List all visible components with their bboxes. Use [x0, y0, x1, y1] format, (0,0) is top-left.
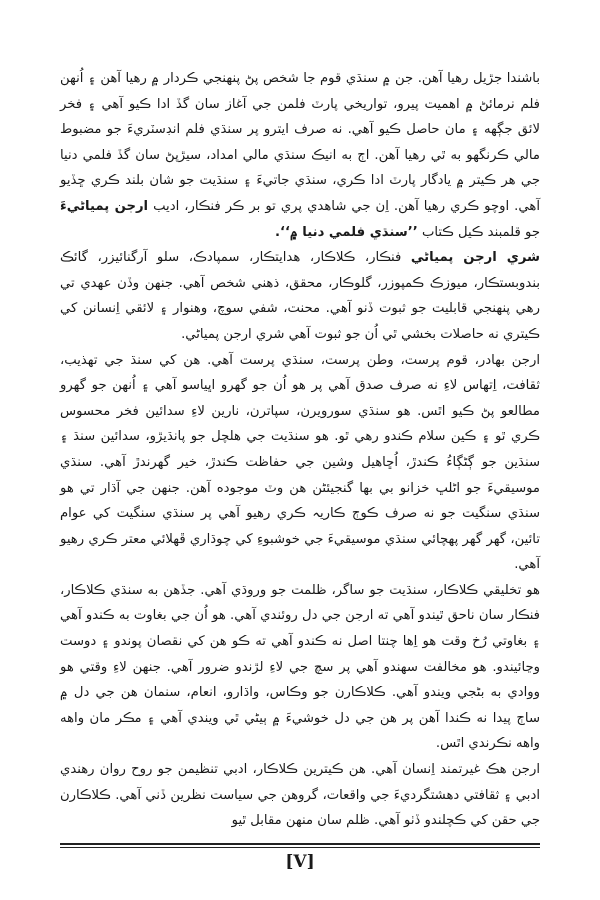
paragraph [60, 348, 540, 578]
paragraph [60, 66, 540, 245]
text-segment: فنڪار، ڪلاڪار، هدايتڪار، سمپادڪ، سلو آرگنائيزر، گائڪ بندوبستڪار، ميوزڪ ڪمپوزر، گلوڪار، محقق، ذهني شخص آهي. جنهن وڏن عهدي تي رهي پنهنجي قابليت جو ثبوت ڏنو آهي. محنت، شفي سوچ، وهنوار ۽ لائقي اِنسانن کي ڪيتري نه حاصلات بخشي ٿي اُن جو ثبوت آهي شري ارجن پمياڻي. [60, 250, 540, 342]
text-segment: جو قلمبند ڪيل ڪتاب [417, 224, 540, 240]
footer-rule-thin [60, 847, 540, 848]
paragraph [60, 245, 540, 347]
text-segment: ارجن هڪ غيرتمند اِنسان آهي. هن ڪيترين ڪلاڪار، ادبي تنظيمن جو روح روان رهندي ادبي ۽ ثقافتي دهشتگرديءَ جي واقعات، گروهن جي سياست نظرين ڏني آهي. ڪلاڪارن جي حقن کي ڪچلندو ڏٺو آهي. ظلم سان منهن مقابل ٿيو [60, 762, 540, 829]
page-number: [V] [285, 852, 315, 872]
text-segment: باشندا جڙيل رهيا آهن. جن ۾ سنڌي قوم جا شخص پڻ پنهنجي ڪردار ۾ رهيا آهن ۽ اُنهن فلم نرمائڻ ۾ اهميت پيرو، تواريخي پارٽ فلمن جي آغاز سان گڏ ادا ڪيو آهي ۽ فخر لائق جڳهه ۽ مان حاصل ڪيو آهي. نه صرف ايترو پر سنڌي فلم انڊسٽريءَ جو مضبوط مالي ڪرنگهو به ٿي رهيا آهن. اڄ به انيڪ سنڌي مالي امداد، سيڙپڻ سان گڏ فلمي دنيا جي هر ڪيتر ۾ يادگار پارٽ ادا ڪري، سنڌي جاتيءَ ۽ سنڌيت جو شان بلند ڪري ڇڏيو آهي. اوچو ڪري رهيا آهن. اِن جي شاهدي پري تو بر ڪر فنڪار، اديب [60, 71, 540, 214]
text-segment: ارجن بهادر، قوم پرست، وطن پرست، سنڌي پرست آهي. هن کي سنڌ جي تهذيب، ثقافت، اِتهاس لاءِ نه صرف صدق آهي پر هو اُن جو گهرو اڀياسو آهي ۽ اُنهن جو گهرو مطالعو پڻ ڪيو اٿس. هو سنڌي سورويرن، سپاترن، نارين لاءِ سدائين فخر محسوس ڪري ٿو ۽ ڪين سلام ڪندو رهي ٿو. هو سنڌيت جي هلچل جو پانڌيڙو، سدائين سنڌ ۽ سنڌين جو ڳڻڳاءُ ڪندڙ، اُڇاهيل وشين جي حفاظت ڪندڙ، خير گهرندڙ آهي. سنڌي موسيقيءَ جو اڻلڀ خزانو بي بها گنجيئڻن هن وٽ موجوده آهن. جنهن جي آڌار تي هو سنڌي سنگيت جو نه صرف ڪوڄ ڪاريہ ڪري رهيو آهي پر سنڌي سنگيت کي عوام تائين، گهر گهر پهچائي سنڌي موسيقيءَ جي خوشبوءِ کي چوڌاري ڦهلائي معتر ڪري رهيو آهي. [60, 352, 540, 573]
bold-text-segment: ’’سنڌي فلمي دنيا ۾‘‘. [274, 224, 418, 240]
bold-text-segment: ارجن پمياڻيءَ [60, 198, 149, 214]
text-segment: هو تخليقي ڪلاڪار، سنڌيت جو ساگر، ظلمت جو وروڌي آهي. جڏهن به سنڌي ڪلاڪار، فنڪار سان ناحق ٿيندو آهي ته ارجن جي دل روئندي آهي. هو اُن جي بغاوت به ڪندو آهي ۽ بغاوتي رُخ وقت هو اِها چنتا اصل نه ڪندو آهي ته ڪو هن کي نقصان پوندو ۽ دوست وڃائيندو. هو مخالفت سهندو آهي پر سچ جي لاءِ لڙندو ضرور آهي. جنهن لاءِ وقتي هو ووادي به بڻجي ويندو آهي. ڪلاڪارن جو وڪاس، واڌارو، انعام، سنمان هن جي دل ۾ ساڄ پيدا نه ڪندا آهن پر هن جي دل خوشيءَ ۾ ٻيڻي ٿي ويندي آهي ۽ مڪر مان واهه واهه نڪرندي اٿس. [60, 582, 540, 752]
bold-text-segment: شري ارجن پمياڻي [410, 250, 540, 266]
footer-rule [60, 843, 540, 845]
body-text [60, 66, 540, 834]
paragraph [60, 578, 540, 757]
paragraph [60, 757, 540, 834]
